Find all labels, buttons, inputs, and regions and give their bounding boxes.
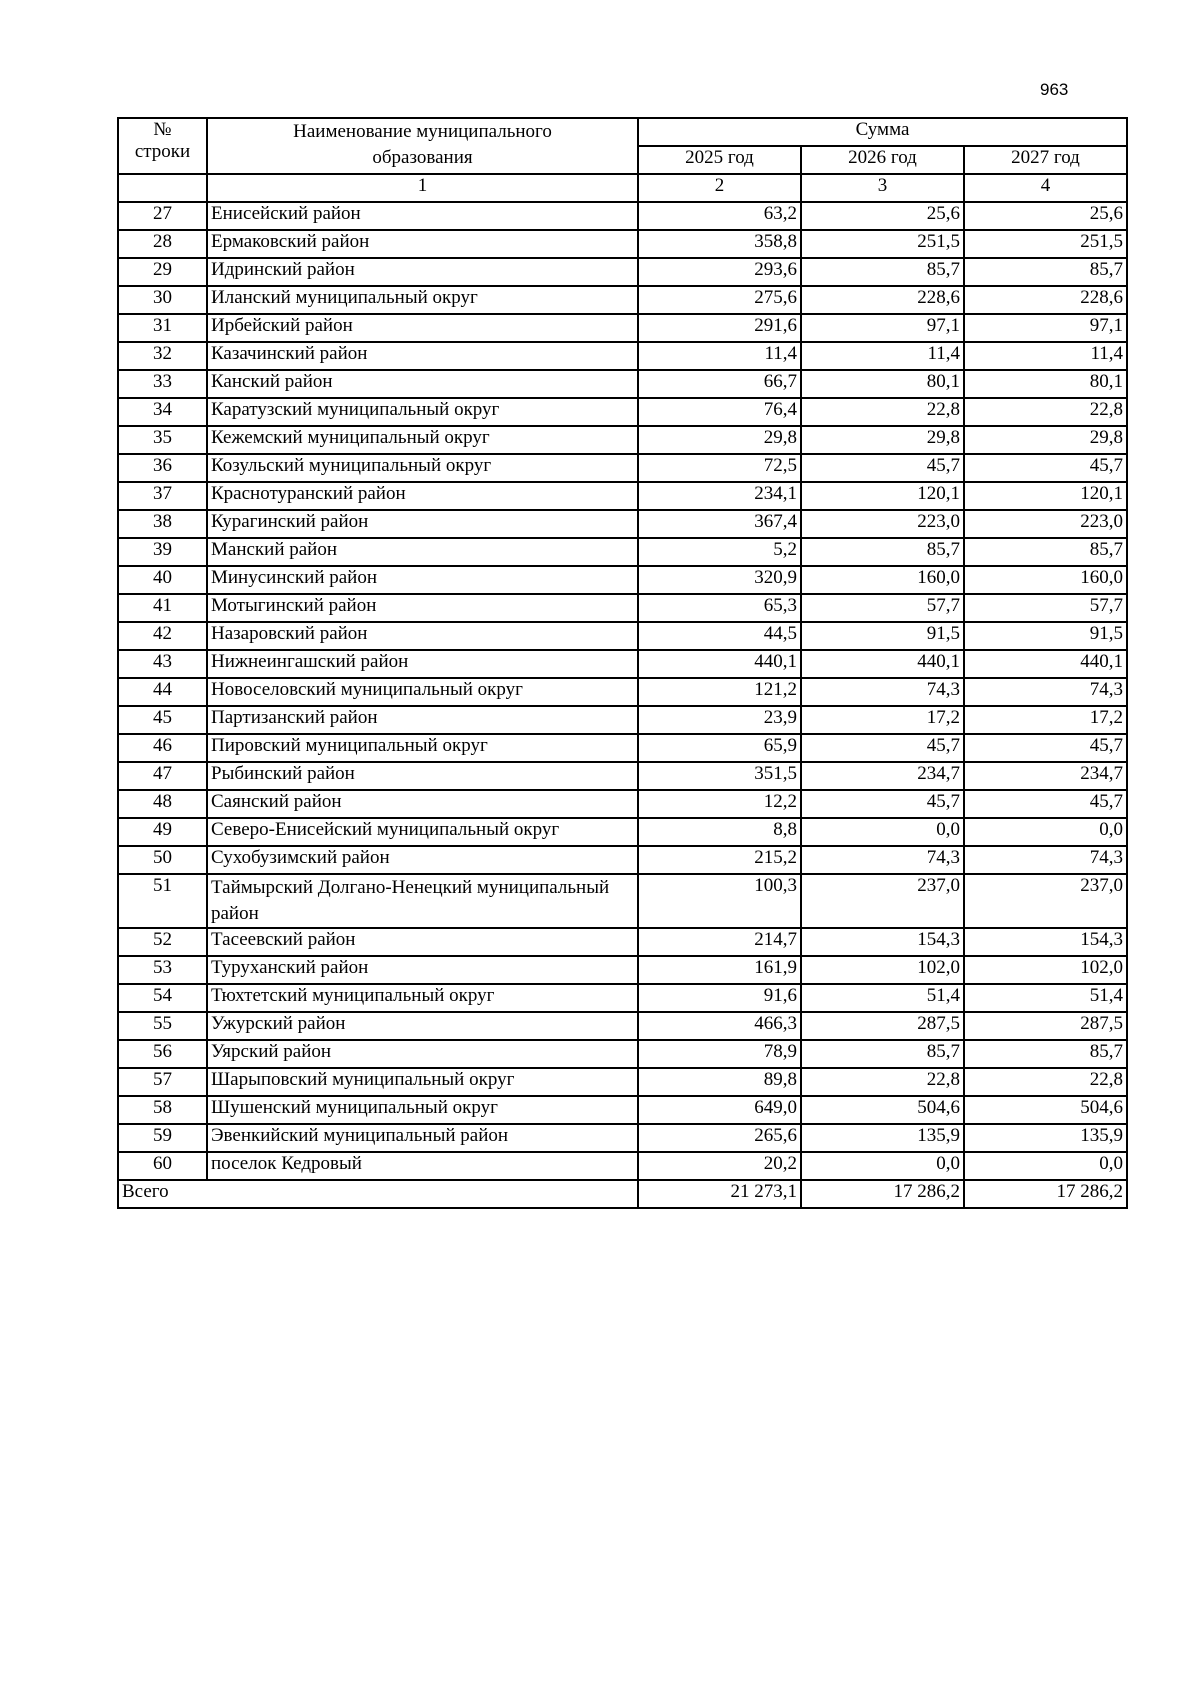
- table-body: [118, 202, 1127, 1180]
- municipality-name: Козульский муниципальный округ: [207, 454, 638, 482]
- value-2026: 102,0: [801, 956, 964, 984]
- header-row-number-line2: строки: [134, 141, 191, 162]
- value-2026: 85,7: [801, 258, 964, 286]
- value-2025: 440,1: [638, 650, 801, 678]
- value-2025: 44,5: [638, 622, 801, 650]
- municipality-name: Курагинский район: [207, 510, 638, 538]
- value-2027: 45,7: [964, 454, 1127, 482]
- row-number: 58: [118, 1096, 207, 1124]
- table-row: [118, 706, 1127, 734]
- value-2026: 45,7: [801, 734, 964, 762]
- value-2026: 17,2: [801, 706, 964, 734]
- value-2027: 85,7: [964, 538, 1127, 566]
- row-number: 35: [118, 426, 207, 454]
- municipality-name: Назаровский район: [207, 622, 638, 650]
- value-2026: 80,1: [801, 370, 964, 398]
- value-2025: 215,2: [638, 846, 801, 874]
- total-2027: 17 286,2: [964, 1180, 1127, 1208]
- municipality-name: Тасеевский район: [207, 928, 638, 956]
- value-2025: 65,9: [638, 734, 801, 762]
- municipality-name: Енисейский район: [207, 202, 638, 230]
- page-number: 963: [1040, 80, 1069, 99]
- row-number: 33: [118, 370, 207, 398]
- row-number: 43: [118, 650, 207, 678]
- value-2027: 25,6: [964, 202, 1127, 230]
- value-2025: 649,0: [638, 1096, 801, 1124]
- value-2026: 22,8: [801, 398, 964, 426]
- row-number: 32: [118, 342, 207, 370]
- row-number: 46: [118, 734, 207, 762]
- value-2027: 251,5: [964, 230, 1127, 258]
- table-row: [118, 1012, 1127, 1040]
- value-2025: 8,8: [638, 818, 801, 846]
- municipality-name: Иланский муниципальный округ: [207, 286, 638, 314]
- value-2027: 22,8: [964, 1068, 1127, 1096]
- value-2027: 17,2: [964, 706, 1127, 734]
- value-2026: 45,7: [801, 790, 964, 818]
- table-row: [118, 510, 1127, 538]
- table-row: [118, 370, 1127, 398]
- table-row: [118, 1096, 1127, 1124]
- table-row: [118, 818, 1127, 846]
- table-row: [118, 1124, 1127, 1152]
- value-2026: 85,7: [801, 538, 964, 566]
- row-number: 36: [118, 454, 207, 482]
- table-row: [118, 286, 1127, 314]
- value-2027: 74,3: [964, 846, 1127, 874]
- value-2025: 358,8: [638, 230, 801, 258]
- table-row: [118, 1152, 1127, 1180]
- municipality-name: Казачинский район: [207, 342, 638, 370]
- header-col-index-2: 2: [638, 174, 801, 202]
- value-2026: 120,1: [801, 482, 964, 510]
- value-2026: 223,0: [801, 510, 964, 538]
- value-2027: 160,0: [964, 566, 1127, 594]
- value-2025: 23,9: [638, 706, 801, 734]
- value-2026: 74,3: [801, 846, 964, 874]
- value-2027: 223,0: [964, 510, 1127, 538]
- value-2025: 89,8: [638, 1068, 801, 1096]
- table-row: [118, 566, 1127, 594]
- value-2026: 22,8: [801, 1068, 964, 1096]
- value-2025: 20,2: [638, 1152, 801, 1180]
- value-2027: 91,5: [964, 622, 1127, 650]
- total-label: Всего: [118, 1180, 638, 1208]
- row-number: 40: [118, 566, 207, 594]
- row-number: 59: [118, 1124, 207, 1152]
- municipality-name: Шушенский муниципальный округ: [207, 1096, 638, 1124]
- value-2025: 121,2: [638, 678, 801, 706]
- value-2027: 22,8: [964, 398, 1127, 426]
- municipality-name: Ужурский район: [207, 1012, 638, 1040]
- value-2027: 85,7: [964, 1040, 1127, 1068]
- table-footer: [118, 1180, 1127, 1208]
- value-2026: 91,5: [801, 622, 964, 650]
- table-row: [118, 1068, 1127, 1096]
- header-year-2027: 2027 год: [964, 146, 1127, 174]
- value-2026: 0,0: [801, 1152, 964, 1180]
- value-2026: 287,5: [801, 1012, 964, 1040]
- value-2027: 234,7: [964, 762, 1127, 790]
- table-row: [118, 454, 1127, 482]
- row-number: 55: [118, 1012, 207, 1040]
- value-2025: 293,6: [638, 258, 801, 286]
- value-2026: 160,0: [801, 566, 964, 594]
- municipality-name: Пировский муниципальный округ: [207, 734, 638, 762]
- value-2026: 228,6: [801, 286, 964, 314]
- value-2027: 102,0: [964, 956, 1127, 984]
- header-year-2026: 2026 год: [801, 146, 964, 174]
- row-number: 41: [118, 594, 207, 622]
- row-number: 45: [118, 706, 207, 734]
- value-2026: 29,8: [801, 426, 964, 454]
- value-2026: 51,4: [801, 984, 964, 1012]
- municipality-name: Туруханский район: [207, 956, 638, 984]
- row-number: 28: [118, 230, 207, 258]
- row-number: 53: [118, 956, 207, 984]
- value-2025: 29,8: [638, 426, 801, 454]
- table-row: [118, 230, 1127, 258]
- value-2027: 74,3: [964, 678, 1127, 706]
- table-row: [118, 762, 1127, 790]
- row-number: 54: [118, 984, 207, 1012]
- header-col-index-3: 3: [801, 174, 964, 202]
- table-row: [118, 622, 1127, 650]
- row-number: 30: [118, 286, 207, 314]
- budget-table: [117, 117, 1128, 1209]
- value-2027: 120,1: [964, 482, 1127, 510]
- table-row: [118, 398, 1127, 426]
- row-number: 27: [118, 202, 207, 230]
- value-2027: 0,0: [964, 1152, 1127, 1180]
- table-row: [118, 258, 1127, 286]
- value-2026: 251,5: [801, 230, 964, 258]
- row-number: 44: [118, 678, 207, 706]
- table-header: [118, 118, 1127, 202]
- value-2025: 275,6: [638, 286, 801, 314]
- row-number: 29: [118, 258, 207, 286]
- value-2026: 85,7: [801, 1040, 964, 1068]
- row-number: 49: [118, 818, 207, 846]
- municipality-name: Шарыповский муниципальный округ: [207, 1068, 638, 1096]
- header-row-number-line1: №: [153, 119, 172, 140]
- value-2025: 91,6: [638, 984, 801, 1012]
- municipality-name: Канский район: [207, 370, 638, 398]
- municipality-name: Краснотуранский район: [207, 482, 638, 510]
- value-2025: 100,3: [638, 874, 801, 928]
- value-2025: 367,4: [638, 510, 801, 538]
- value-2027: 154,3: [964, 928, 1127, 956]
- municipality-name: Эвенкийский муниципальный район: [207, 1124, 638, 1152]
- value-2025: 466,3: [638, 1012, 801, 1040]
- table-row: [118, 482, 1127, 510]
- value-2026: 97,1: [801, 314, 964, 342]
- value-2027: 237,0: [964, 874, 1127, 928]
- value-2025: 66,7: [638, 370, 801, 398]
- row-number: 39: [118, 538, 207, 566]
- value-2025: 351,5: [638, 762, 801, 790]
- row-number: 48: [118, 790, 207, 818]
- value-2026: 25,6: [801, 202, 964, 230]
- municipality-name: Уярский район: [207, 1040, 638, 1068]
- table-row: [118, 984, 1127, 1012]
- row-number: 38: [118, 510, 207, 538]
- row-number: 56: [118, 1040, 207, 1068]
- value-2025: 291,6: [638, 314, 801, 342]
- value-2027: 228,6: [964, 286, 1127, 314]
- row-number: 37: [118, 482, 207, 510]
- table-row: [118, 678, 1127, 706]
- value-2027: 29,8: [964, 426, 1127, 454]
- value-2026: 57,7: [801, 594, 964, 622]
- value-2026: 234,7: [801, 762, 964, 790]
- total-2026: 17 286,2: [801, 1180, 964, 1208]
- value-2025: 234,1: [638, 482, 801, 510]
- row-number: 42: [118, 622, 207, 650]
- municipality-name: Северо-Енисейский муниципальный округ: [207, 818, 638, 846]
- row-number: 57: [118, 1068, 207, 1096]
- municipality-name: Новоселовский муниципальный округ: [207, 678, 638, 706]
- value-2025: 161,9: [638, 956, 801, 984]
- row-number: 50: [118, 846, 207, 874]
- municipality-name: Нижнеингашский район: [207, 650, 638, 678]
- value-2027: 135,9: [964, 1124, 1127, 1152]
- value-2025: 5,2: [638, 538, 801, 566]
- value-2027: 51,4: [964, 984, 1127, 1012]
- municipality-name: поселок Кедровый: [207, 1152, 638, 1180]
- table-row: [118, 1040, 1127, 1068]
- value-2027: 11,4: [964, 342, 1127, 370]
- value-2027: 440,1: [964, 650, 1127, 678]
- value-2025: 72,5: [638, 454, 801, 482]
- value-2026: 154,3: [801, 928, 964, 956]
- municipality-name: Саянский район: [207, 790, 638, 818]
- value-2025: 65,3: [638, 594, 801, 622]
- value-2027: 45,7: [964, 734, 1127, 762]
- municipality-name: Кежемский муниципальный округ: [207, 426, 638, 454]
- total-row: [118, 1180, 1127, 1208]
- value-2025: 12,2: [638, 790, 801, 818]
- value-2026: 504,6: [801, 1096, 964, 1124]
- table-row: [118, 734, 1127, 762]
- municipality-name: Манский район: [207, 538, 638, 566]
- value-2025: 78,9: [638, 1040, 801, 1068]
- row-number: 31: [118, 314, 207, 342]
- value-2025: 76,4: [638, 398, 801, 426]
- header-col-index-1: 1: [207, 174, 638, 202]
- value-2027: 80,1: [964, 370, 1127, 398]
- total-2025: 21 273,1: [638, 1180, 801, 1208]
- value-2025: 265,6: [638, 1124, 801, 1152]
- header-col-index-empty: [118, 174, 207, 202]
- value-2025: 11,4: [638, 342, 801, 370]
- header-year-2025: 2025 год: [638, 146, 801, 174]
- value-2025: 214,7: [638, 928, 801, 956]
- municipality-name: Сухобузимский район: [207, 846, 638, 874]
- value-2027: 85,7: [964, 258, 1127, 286]
- value-2026: 440,1: [801, 650, 964, 678]
- municipality-name: Мотыгинский район: [207, 594, 638, 622]
- value-2026: 74,3: [801, 678, 964, 706]
- table-row: [118, 846, 1127, 874]
- value-2027: 0,0: [964, 818, 1127, 846]
- table-row: [118, 538, 1127, 566]
- table-row: [118, 874, 1127, 928]
- table-row: [118, 956, 1127, 984]
- municipality-name: Таймырский Долгано-Ненецкий муниципальный район: [207, 874, 638, 928]
- value-2027: 57,7: [964, 594, 1127, 622]
- municipality-name: Ирбейский район: [207, 314, 638, 342]
- row-number: 60: [118, 1152, 207, 1180]
- row-number: 34: [118, 398, 207, 426]
- table-row: [118, 594, 1127, 622]
- table-row: [118, 650, 1127, 678]
- value-2026: 135,9: [801, 1124, 964, 1152]
- value-2027: 504,6: [964, 1096, 1127, 1124]
- table-row: [118, 790, 1127, 818]
- value-2026: 45,7: [801, 454, 964, 482]
- row-number: 47: [118, 762, 207, 790]
- row-number: 51: [118, 874, 207, 928]
- value-2025: 63,2: [638, 202, 801, 230]
- value-2026: 237,0: [801, 874, 964, 928]
- municipality-name: Идринский район: [207, 258, 638, 286]
- value-2026: 0,0: [801, 818, 964, 846]
- value-2025: 320,9: [638, 566, 801, 594]
- municipality-name: Рыбинский район: [207, 762, 638, 790]
- value-2027: 287,5: [964, 1012, 1127, 1040]
- table-row: [118, 426, 1127, 454]
- value-2027: 45,7: [964, 790, 1127, 818]
- row-number: 52: [118, 928, 207, 956]
- table-row: [118, 202, 1127, 230]
- municipality-name: Партизанский район: [207, 706, 638, 734]
- header-sum: Сумма: [638, 118, 1127, 146]
- header-municipality-name: Наименование муниципального образования: [207, 118, 638, 174]
- value-2027: 97,1: [964, 314, 1127, 342]
- header-col-index-4: 4: [964, 174, 1127, 202]
- value-2026: 11,4: [801, 342, 964, 370]
- municipality-name: Минусинский район: [207, 566, 638, 594]
- municipality-name: Тюхтетский муниципальный округ: [207, 984, 638, 1012]
- table-row: [118, 928, 1127, 956]
- municipality-name: Ермаковский район: [207, 230, 638, 258]
- header-row-number: [118, 118, 207, 174]
- municipality-name: Каратузский муниципальный округ: [207, 398, 638, 426]
- table-row: [118, 314, 1127, 342]
- table-row: [118, 342, 1127, 370]
